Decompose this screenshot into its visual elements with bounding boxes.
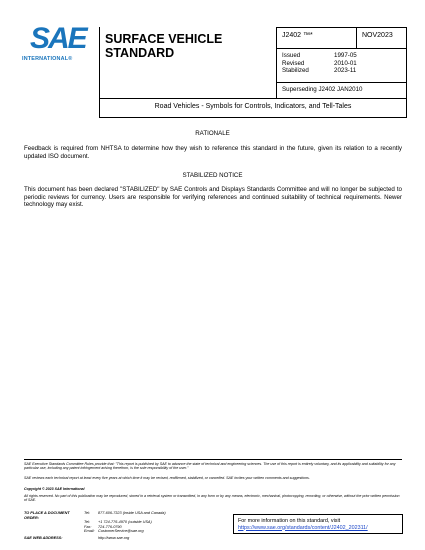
rights-reserved: All rights reserved. No part of this publication may be reproduced, stored in a retrieval system or transmitted, in any form or by any means, electronic, mechanical, photocopying, recording, or otherwise, without the prior written permission of SAE.: [24, 494, 400, 503]
date-row-stabilized: [282, 67, 357, 75]
web-address[interactable]: http://www.sae.org: [98, 535, 130, 540]
date-label: Issued: [282, 52, 301, 59]
date-value: 2023-11: [334, 67, 357, 75]
contact-label: Tel:: [84, 511, 90, 515]
copyright: Copyright © 2023 SAE International: [24, 487, 85, 491]
date-label: Revised: [282, 59, 305, 67]
document-number: J2402 ™*: [282, 32, 313, 39]
more-info-box: [233, 514, 403, 534]
date-row-revised: [282, 60, 357, 68]
contact-value: 724-776-0790: [98, 524, 122, 529]
stabilized-text: This document has been declared "STABILIZED" by SAE Controls and Displays Standards Committee and will no longer be subjected to periodic reviews for currency. Users are responsible for verifying references and continued suitability of technical requirements. Newer technology may exist.: [24, 186, 402, 209]
sae-logo: [22, 24, 94, 68]
more-info-link[interactable]: https://www.sae.org/standards/content/J2402_202311/: [238, 524, 368, 531]
date-value: 1997-05: [334, 52, 357, 59]
date-value: 2010-01: [334, 59, 357, 67]
info-vertical-divider: [356, 27, 357, 48]
superseding-note: Superseding J2402 JAN2010: [282, 86, 363, 93]
more-info-text: For more information on this standard, visit: [238, 518, 341, 524]
date-history: [282, 52, 357, 75]
contact-email[interactable]: CustomerService@sae.org: [98, 529, 144, 534]
contact-value: 877-606-7323 (inside USA and Canada): [98, 511, 166, 515]
title-line-2: STANDARD: [105, 46, 175, 60]
logo-letters: SAE: [30, 22, 86, 55]
info-divider: [276, 48, 407, 49]
rationale-text: Feedback is required from NHTSA to determine how they wish to reference this standard in the future, given its relation to a recently updated ISO document.: [24, 145, 402, 160]
document-title: Road Vehicles - Symbols for Controls, Indicators, and Tell-Tales: [154, 103, 352, 110]
contact-label: Email:: [84, 529, 95, 534]
disclaimer-review: SAE reviews each technical report at least every five years at which time it may be revised, reaffirmed, stabilized, or cancelled. SAE invites your written comments and suggestions.: [24, 476, 310, 480]
date-label: Stabilized: [282, 67, 309, 75]
disclaimer-rules: SAE Executive Standards Committee Rules provide that: "This report is published by SAE to advance the state of technical and engineering sciences. The use of this report is entirely voluntary, and its applicability and suitability for any particular use, including any patent infringement arising therefrom, is the sole responsibility of the user.": [24, 462, 396, 471]
order-row: [24, 529, 228, 534]
contact-label: Fax:: [84, 524, 92, 529]
title-line-1: SURFACE VEHICLE: [105, 32, 223, 46]
stabilized-heading: STABILIZED NOTICE: [182, 172, 243, 179]
order-label: TO PLACE A DOCUMENT ORDER:: [24, 511, 70, 520]
document-date: NOV2023: [362, 32, 393, 39]
rationale-heading: RATIONALE: [195, 130, 230, 137]
footer-rule: [24, 459, 402, 460]
order-info: [24, 511, 228, 541]
info-superseding-divider: [276, 82, 407, 83]
document-type-title: [105, 32, 275, 60]
web-label: SAE WEB ADDRESS:: [24, 535, 63, 540]
contact-value: +1 724-776-4970 (outside USA): [98, 520, 152, 525]
logo-subtitle: INTERNATIONAL®: [22, 56, 73, 62]
contact-label: Tel:: [84, 520, 90, 525]
order-row: [24, 511, 228, 520]
order-row: [24, 536, 228, 541]
date-row-issued: [282, 52, 357, 60]
